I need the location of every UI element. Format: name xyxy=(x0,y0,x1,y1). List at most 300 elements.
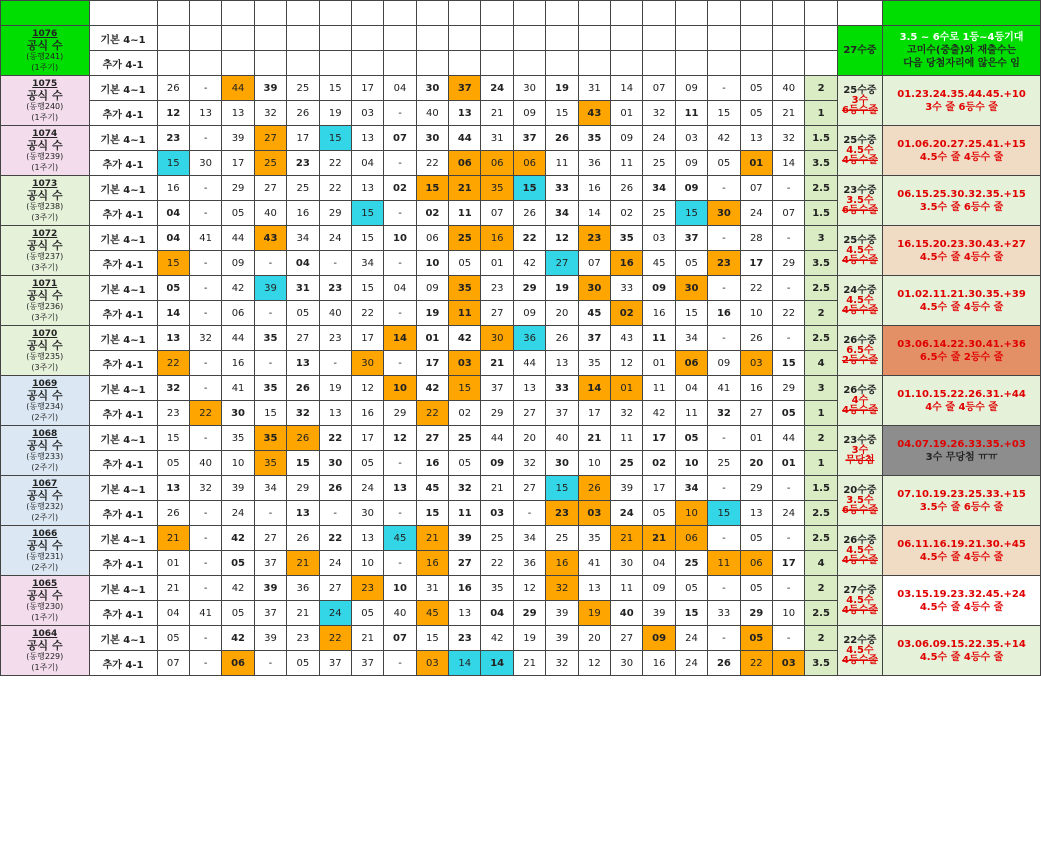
number-cell: 23 xyxy=(449,626,481,651)
round-number: 1064 xyxy=(32,628,58,639)
summary-a: 27수중 xyxy=(843,584,877,596)
score-cell: 1.5 xyxy=(805,476,837,501)
number-cell: 26 xyxy=(157,76,189,101)
summary-a: 23수중 xyxy=(843,434,877,446)
result-text: 6.5수 줄 2등수 줄 xyxy=(919,351,1004,363)
number-cell: 24 xyxy=(222,501,254,526)
number-cell: - xyxy=(384,101,416,126)
number-cell: 14 xyxy=(578,376,610,401)
number-cell: 11 xyxy=(449,301,481,326)
number-cell: 03 xyxy=(449,351,481,376)
number-cell: 45 xyxy=(384,526,416,551)
number-cell: 16 xyxy=(546,551,578,576)
number-cell: 16 xyxy=(578,176,610,201)
row-type: 기본 4~1 xyxy=(89,226,157,251)
summary-cell xyxy=(837,226,882,276)
number-cell: 13 xyxy=(189,101,221,126)
number-cell: 39 xyxy=(611,476,643,501)
number-cell: 30 xyxy=(481,326,513,351)
round-label xyxy=(1,326,90,376)
score-cell: 2 xyxy=(805,626,837,651)
number-cell: 24 xyxy=(773,501,805,526)
number-cell: 10 xyxy=(740,301,772,326)
number-cell: - xyxy=(384,301,416,326)
number-cell: 06 xyxy=(416,226,448,251)
number-cell: 39 xyxy=(254,576,286,601)
score-cell: 2.5 xyxy=(805,276,837,301)
number-cell: 16 xyxy=(416,551,448,576)
number-cell: 19 xyxy=(546,76,578,101)
number-cell: 32 xyxy=(254,101,286,126)
number-cell: 13 xyxy=(740,126,772,151)
summary-c: 6등수줄 xyxy=(841,504,878,516)
number-cell: 24 xyxy=(675,626,707,651)
number-cell: 16 xyxy=(449,576,481,601)
number-cell: 13 xyxy=(513,376,545,401)
number-cell: 44 xyxy=(513,351,545,376)
number-cell: 25 xyxy=(481,526,513,551)
number-cell: 25 xyxy=(254,151,286,176)
number-cell: 16 xyxy=(157,176,189,201)
round-title: 공식 수 xyxy=(26,38,63,52)
result-note xyxy=(883,426,1041,476)
number-cell: 32 xyxy=(189,476,221,501)
table-row xyxy=(1,376,1041,401)
row-type: 기본 4~1 xyxy=(89,526,157,551)
number-cell: 03 xyxy=(643,226,675,251)
number-cell: 42 xyxy=(222,626,254,651)
summary-a: 25수중 xyxy=(843,234,877,246)
number-cell: 30 xyxy=(611,551,643,576)
number-cell: 16 xyxy=(222,351,254,376)
number-cell: - xyxy=(189,276,221,301)
winning-numbers: 03.06.09.15.22.35.+14 xyxy=(897,638,1026,650)
score-cell: 2 xyxy=(805,426,837,451)
number-cell: 31 xyxy=(416,576,448,601)
summary-c: 4등수줄 xyxy=(841,404,878,416)
summary-a: 26수중 xyxy=(843,334,877,346)
number-cell: - xyxy=(773,276,805,301)
number-cell: 05 xyxy=(157,276,189,301)
row-type: 추가 4-1 xyxy=(89,601,157,626)
round-label xyxy=(1,126,90,176)
number-cell: 13 xyxy=(287,351,319,376)
number-cell: 44 xyxy=(222,226,254,251)
number-cell: 30 xyxy=(222,401,254,426)
row-type: 추가 4-1 xyxy=(89,301,157,326)
number-cell: 16 xyxy=(287,201,319,226)
number-cell: 30 xyxy=(416,76,448,101)
number-cell: 37 xyxy=(578,326,610,351)
number-cell: 27 xyxy=(740,401,772,426)
result-note xyxy=(883,476,1041,526)
number-cell: 42 xyxy=(222,526,254,551)
number-cell: 24 xyxy=(675,651,707,676)
summary-a: 24수중 xyxy=(843,284,877,296)
number-cell: 23 xyxy=(546,501,578,526)
number-cell: 05 xyxy=(287,301,319,326)
number-cell: 33 xyxy=(708,601,740,626)
number-cell: - xyxy=(319,251,351,276)
number-cell: 07 xyxy=(773,201,805,226)
table-row xyxy=(1,526,1041,551)
summary-c: 4등수줄 xyxy=(841,554,878,566)
summary-cell xyxy=(837,126,882,176)
number-cell: 24 xyxy=(351,476,383,501)
summary-b: 4.5수 xyxy=(846,294,874,306)
number-cell: 11 xyxy=(611,151,643,176)
number-cell: 21 xyxy=(611,526,643,551)
round-title: 공식 수 xyxy=(26,338,63,352)
table-row xyxy=(1,76,1041,101)
number-cell: 05 xyxy=(449,451,481,476)
number-cell: 27 xyxy=(319,576,351,601)
number-cell: 07 xyxy=(643,76,675,101)
number-cell: 10 xyxy=(351,551,383,576)
summary-c: 6등수줄 xyxy=(841,204,878,216)
number-cell: 30 xyxy=(675,276,707,301)
number-cell: 19 xyxy=(578,601,610,626)
summary-cell xyxy=(837,626,882,676)
number-cell: 20 xyxy=(578,626,610,651)
summary-b: 4수 xyxy=(851,394,869,406)
number-cell: 11 xyxy=(611,426,643,451)
number-cell: 02 xyxy=(384,176,416,201)
number-cell: 15 xyxy=(708,501,740,526)
number-cell: - xyxy=(708,626,740,651)
number-cell: 28 xyxy=(740,226,772,251)
number-cell: 35 xyxy=(254,451,286,476)
number-cell: 31 xyxy=(481,126,513,151)
number-cell: 15 xyxy=(157,251,189,276)
number-cell: 34 xyxy=(675,476,707,501)
winning-numbers: 04.07.19.26.33.35.+03 xyxy=(897,438,1026,450)
number-cell: 22 xyxy=(513,226,545,251)
round-number: 1073 xyxy=(32,178,58,189)
row-type: 추가 4-1 xyxy=(89,201,157,226)
number-cell: 26 xyxy=(287,426,319,451)
number-cell: 27 xyxy=(611,626,643,651)
number-cell: 13 xyxy=(546,351,578,376)
row-type: 기본 4~1 xyxy=(89,426,157,451)
number-cell: 37 xyxy=(351,651,383,676)
number-cell: 16 xyxy=(481,226,513,251)
round-title: 공식 수 xyxy=(26,88,63,102)
row-type: 기본 4~1 xyxy=(89,476,157,501)
number-cell: 17 xyxy=(643,426,675,451)
number-cell: 23 xyxy=(287,151,319,176)
number-cell: 29 xyxy=(513,276,545,301)
number-cell: 21 xyxy=(287,601,319,626)
number-cell: 35 xyxy=(254,426,286,451)
number-cell: 21 xyxy=(481,476,513,501)
number-cell: 15 xyxy=(416,626,448,651)
number-cell: 36 xyxy=(287,576,319,601)
number-cell: 04 xyxy=(643,551,675,576)
number-cell: 16 xyxy=(740,376,772,401)
round-sub: (동행231) xyxy=(26,551,64,561)
number-cell: 16 xyxy=(643,651,675,676)
number-cell: 21 xyxy=(287,551,319,576)
number-cell: - xyxy=(319,351,351,376)
number-cell: 24 xyxy=(740,201,772,226)
number-cell: 10 xyxy=(384,226,416,251)
round-number: 1065 xyxy=(32,578,58,589)
number-cell: 19 xyxy=(319,101,351,126)
number-cell: 34 xyxy=(513,526,545,551)
table-row xyxy=(1,476,1041,501)
number-cell: - xyxy=(319,501,351,526)
number-cell: 22 xyxy=(319,151,351,176)
number-cell: 12 xyxy=(157,101,189,126)
number-cell: 25 xyxy=(449,226,481,251)
number-cell: 44 xyxy=(773,426,805,451)
number-cell: 35 xyxy=(481,176,513,201)
number-cell: - xyxy=(254,351,286,376)
score-cell: 2 xyxy=(805,301,837,326)
round-title: 공식 수 xyxy=(26,288,63,302)
number-cell: 33 xyxy=(546,376,578,401)
header-note: 3.5 ~ 6수로 1등~4등기대 고미수(중출)와 재출수는 다음 당첨자리에 않은수 임 xyxy=(883,26,1041,76)
number-cell: 35 xyxy=(449,276,481,301)
result-note xyxy=(883,226,1041,276)
number-cell: 23 xyxy=(319,276,351,301)
number-cell: 22 xyxy=(740,651,772,676)
number-cell: 13 xyxy=(287,501,319,526)
row-type: 기본 4~1 xyxy=(89,376,157,401)
table-body xyxy=(1,1,1041,676)
table-row xyxy=(1,176,1041,201)
round-title: 공식 수 xyxy=(26,188,63,202)
number-cell: 40 xyxy=(416,101,448,126)
number-cell: 37 xyxy=(546,401,578,426)
number-cell: 21 xyxy=(481,351,513,376)
table-row xyxy=(1,326,1041,351)
round-title: 공식 수 xyxy=(26,388,63,402)
number-cell: 04 xyxy=(351,151,383,176)
number-cell: 22 xyxy=(773,301,805,326)
number-cell: 20 xyxy=(740,451,772,476)
number-cell: 17 xyxy=(351,426,383,451)
number-cell: 30 xyxy=(708,201,740,226)
number-cell: 26 xyxy=(708,651,740,676)
number-cell: 37 xyxy=(254,551,286,576)
number-cell: 15 xyxy=(351,276,383,301)
table-row xyxy=(1,226,1041,251)
number-cell: 25 xyxy=(675,551,707,576)
number-cell: 30 xyxy=(578,276,610,301)
winning-numbers: 01.10.15.22.26.31.+44 xyxy=(897,388,1026,400)
number-cell: 43 xyxy=(254,226,286,251)
round-sub: (동행240) xyxy=(26,101,64,111)
number-cell: 37 xyxy=(675,226,707,251)
number-cell: 07 xyxy=(481,201,513,226)
round-period: (2주기) xyxy=(31,412,59,422)
number-cell: - xyxy=(384,201,416,226)
number-cell: 35 xyxy=(578,351,610,376)
number-cell: 42 xyxy=(643,401,675,426)
number-cell: 09 xyxy=(675,76,707,101)
number-cell: 23 xyxy=(708,251,740,276)
score-cell: 3.5 xyxy=(805,151,837,176)
row-type: 기본 4~1 xyxy=(89,276,157,301)
number-cell: 34 xyxy=(546,201,578,226)
summary-a: 26수중 xyxy=(843,384,877,396)
round-number: 1071 xyxy=(32,278,58,289)
summary-c: 4등수줄 xyxy=(841,254,878,266)
summary-cell xyxy=(837,426,882,476)
number-cell: 34 xyxy=(643,176,675,201)
result-note xyxy=(883,326,1041,376)
number-cell: 10 xyxy=(222,451,254,476)
number-cell: 44 xyxy=(222,326,254,351)
number-cell: 23 xyxy=(481,276,513,301)
number-cell: 10 xyxy=(578,451,610,476)
number-cell: 26 xyxy=(513,201,545,226)
round-sub: (동행239) xyxy=(26,151,64,161)
row-type: 추가 4-1 xyxy=(89,251,157,276)
row-type: 추가 4-1 xyxy=(89,351,157,376)
result-note xyxy=(883,176,1041,226)
number-cell: 05 xyxy=(675,576,707,601)
summary-cell xyxy=(837,376,882,426)
number-cell: 05 xyxy=(773,401,805,426)
number-cell: 21 xyxy=(773,101,805,126)
number-cell: 21 xyxy=(351,626,383,651)
number-cell: 42 xyxy=(513,251,545,276)
summary-cell xyxy=(837,476,882,526)
number-cell: 19 xyxy=(416,301,448,326)
number-cell: 34 xyxy=(351,251,383,276)
number-cell: 37 xyxy=(319,651,351,676)
number-cell: 36 xyxy=(513,551,545,576)
number-cell: - xyxy=(189,551,221,576)
score-cell: 3 xyxy=(805,226,837,251)
number-cell: 26 xyxy=(740,326,772,351)
winning-numbers: 16.15.20.23.30.43.+27 xyxy=(897,238,1026,250)
result-text: 4.5수 줄 4등수 줄 xyxy=(919,551,1004,563)
number-cell: 17 xyxy=(222,151,254,176)
round-label xyxy=(1,176,90,226)
result-text: 3수 줄 6등수 줄 xyxy=(925,101,998,113)
number-cell: 20 xyxy=(513,426,545,451)
number-cell: - xyxy=(384,651,416,676)
number-cell: 15 xyxy=(675,201,707,226)
number-cell: 10 xyxy=(384,376,416,401)
number-cell: 07 xyxy=(157,651,189,676)
summary-c: 무당첨 xyxy=(845,454,875,466)
number-cell: 30 xyxy=(416,126,448,151)
number-cell: 15 xyxy=(157,151,189,176)
number-cell: 22 xyxy=(319,526,351,551)
number-cell: 32 xyxy=(773,126,805,151)
number-cell: - xyxy=(708,426,740,451)
number-cell: 13 xyxy=(351,176,383,201)
number-cell: 22 xyxy=(416,151,448,176)
number-cell: 35 xyxy=(222,426,254,451)
score-cell: 3.5 xyxy=(805,651,837,676)
number-cell: - xyxy=(189,576,221,601)
round-label xyxy=(1,426,90,476)
number-cell: 14 xyxy=(449,651,481,676)
summary-b: 3.5수 xyxy=(846,494,874,506)
number-cell: 15 xyxy=(675,301,707,326)
number-cell: 15 xyxy=(546,476,578,501)
number-cell: 15 xyxy=(254,401,286,426)
number-cell: 39 xyxy=(254,626,286,651)
row-type: 추가 4-1 xyxy=(89,451,157,476)
score-cell: 1 xyxy=(805,451,837,476)
number-cell: - xyxy=(708,76,740,101)
number-cell: - xyxy=(189,201,221,226)
number-cell: 21 xyxy=(416,526,448,551)
number-cell: 05 xyxy=(222,201,254,226)
number-cell: 05 xyxy=(449,251,481,276)
number-cell: 09 xyxy=(708,351,740,376)
result-note xyxy=(883,626,1041,676)
number-cell: 04 xyxy=(384,76,416,101)
summary-b: 3수 xyxy=(851,94,869,106)
number-cell: 30 xyxy=(513,76,545,101)
number-cell: 25 xyxy=(643,151,675,176)
number-cell: - xyxy=(708,276,740,301)
number-cell: 31 xyxy=(287,276,319,301)
number-cell: 32 xyxy=(189,326,221,351)
number-cell: 41 xyxy=(189,601,221,626)
number-cell: 23 xyxy=(157,401,189,426)
number-cell: 35 xyxy=(578,526,610,551)
number-cell: 16 xyxy=(416,451,448,476)
number-cell: 42 xyxy=(708,126,740,151)
number-cell: 26 xyxy=(287,101,319,126)
number-cell: - xyxy=(189,626,221,651)
number-cell: 42 xyxy=(449,326,481,351)
number-cell: - xyxy=(189,351,221,376)
number-cell: 45 xyxy=(643,251,675,276)
number-cell: 13 xyxy=(319,401,351,426)
number-cell: 06 xyxy=(222,651,254,676)
number-cell: 22 xyxy=(319,176,351,201)
number-cell: 43 xyxy=(611,326,643,351)
number-cell: 23 xyxy=(578,226,610,251)
summary-c: 4등수줄 xyxy=(841,154,878,166)
row-type: 기본 4~1 xyxy=(89,26,157,51)
number-cell: 36 xyxy=(578,151,610,176)
number-cell: 40 xyxy=(384,601,416,626)
number-cell: 19 xyxy=(513,626,545,651)
number-cell: 26 xyxy=(157,501,189,526)
number-cell: 06 xyxy=(740,551,772,576)
number-cell: 12 xyxy=(611,351,643,376)
round-period: (1주기) xyxy=(31,112,59,122)
number-cell: 09 xyxy=(675,151,707,176)
result-text: 4수 줄 4등수 줄 xyxy=(925,401,998,413)
number-cell: 13 xyxy=(578,576,610,601)
round-period: (2주기) xyxy=(31,512,59,522)
number-cell: 26 xyxy=(287,376,319,401)
number-cell: 32 xyxy=(157,376,189,401)
number-cell: 01 xyxy=(481,251,513,276)
number-cell: 07 xyxy=(578,251,610,276)
number-cell: 05 xyxy=(708,151,740,176)
summary-cell xyxy=(837,176,882,226)
number-cell: 26 xyxy=(611,176,643,201)
number-cell: 04 xyxy=(157,226,189,251)
number-cell: 35 xyxy=(578,126,610,151)
round-period: (3주기) xyxy=(31,312,59,322)
number-cell: 15 xyxy=(773,351,805,376)
number-cell: 26 xyxy=(319,476,351,501)
